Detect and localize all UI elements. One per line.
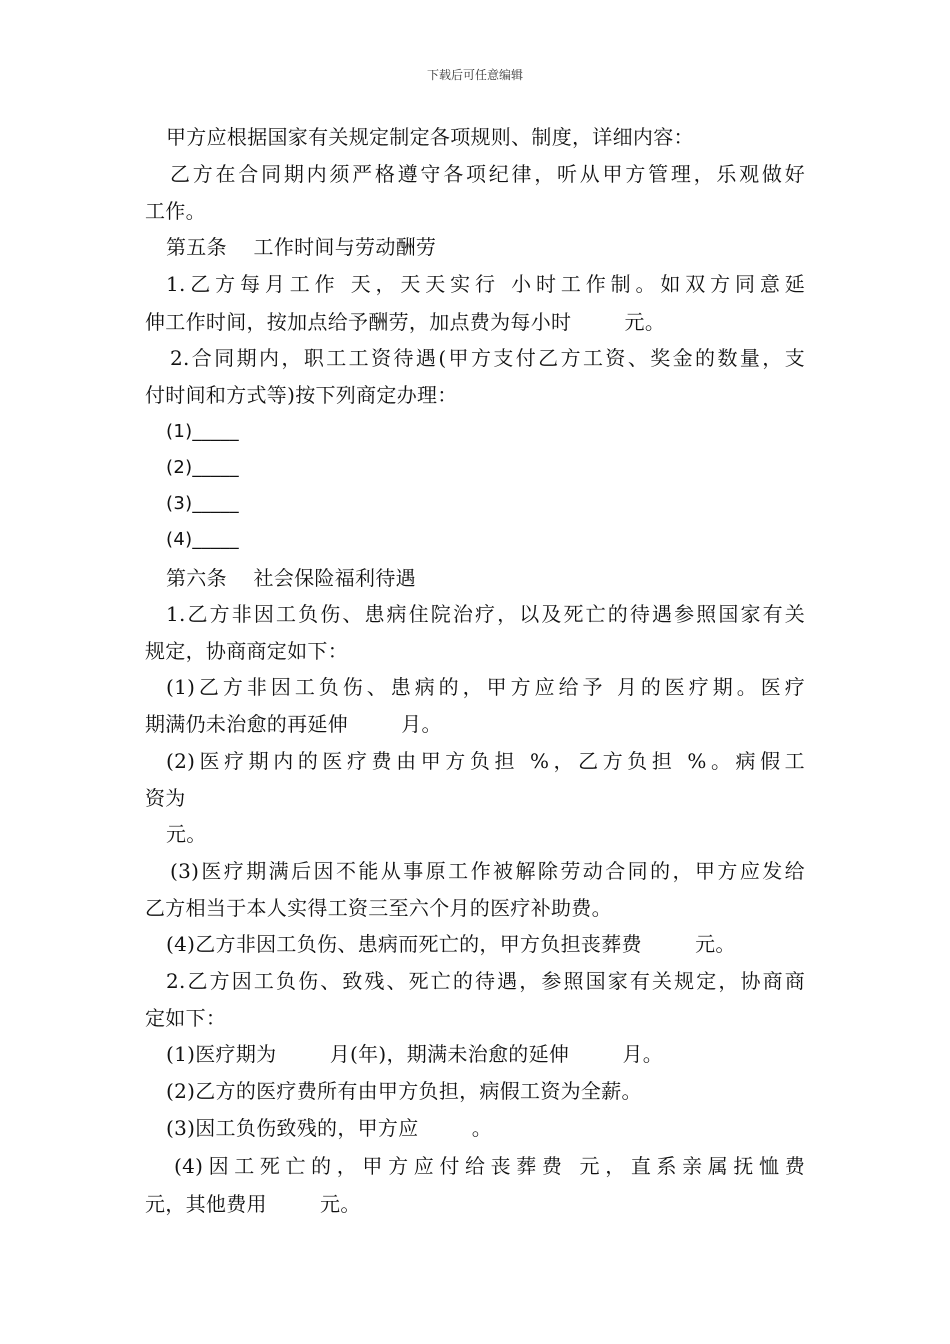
text-line: 乙方相当于本人实得工资三至六个月的医疗补助费。 (145, 896, 612, 920)
page-header: 下载后可任意编辑 (426, 68, 523, 82)
text-line: 定如下： (145, 1006, 227, 1030)
text-line: 2.乙方因工负伤、致残、死亡的待遇，参照国家有关规定，协商商 (166, 969, 805, 993)
text-line: 期满仍未治愈的再延伸 月。 (145, 712, 442, 736)
text-line: 乙方在合同期内须严格遵守各项纪律，听从甲方管理，乐观做好 (170, 162, 805, 186)
text-line: 2.合同期内，职工工资待遇(甲方支付乙方工资、奖金的数量，支 (170, 346, 805, 370)
list-item: (1)_____ (166, 421, 239, 442)
text-line: 资为 (145, 786, 186, 810)
text-line: (2)医疗期内的医疗费由甲方负担 %，乙方负担 %。病假工 (166, 749, 805, 773)
text-line: (2)乙方的医疗费所有由甲方负担，病假工资为全薪。 (166, 1079, 642, 1103)
text-line: (4)因工死亡的，甲方应付给丧葬费 元，直系亲属抚恤费 (174, 1154, 805, 1178)
text-line: 伸工作时间，按加点给予酬劳，加点费为每小时 元。 (145, 310, 666, 334)
text-line: (1)医疗期为 月(年)，期满未治愈的延伸 月。 (166, 1042, 664, 1066)
text-line: 1.乙方非因工负伤、患病住院治疗，以及死亡的待遇参照国家有关 (166, 602, 805, 626)
list-item: (2)_____ (166, 457, 239, 478)
text-line: (3)医疗期满后因不能从事原工作被解除劳动合同的，甲方应发给 (170, 859, 805, 883)
text-line: 工作。 (145, 199, 206, 223)
section-heading: 第六条 社会保险福利待遇 (166, 566, 416, 590)
text-line: (4)乙方非因工负伤、患病而死亡的，甲方负担丧葬费 元。 (166, 932, 736, 956)
section-heading: 第五条 工作时间与劳动酬劳 (166, 235, 437, 259)
text-line: (3)因工负伤致残的，甲方应 。 (166, 1116, 493, 1140)
text-line: 1.乙方每月工作 天，天天实行 小时工作制。如双方同意延 (166, 272, 805, 296)
text-line: 规定，协商商定如下： (145, 639, 348, 663)
text-line: 甲方应根据国家有关规定制定各项规则、制度，详细内容： (166, 125, 694, 149)
list-item: (3)_____ (166, 493, 239, 514)
text-line: 付时间和方式等)按下列商定办理： (145, 383, 458, 407)
text-line: (1)乙方非因工负伤、患病的，甲方应给予 月的医疗期。医疗 (166, 675, 805, 699)
list-item: (4)_____ (166, 529, 239, 550)
text-line: 元。 (166, 822, 207, 846)
text-line: 元，其他费用 元。 (145, 1192, 361, 1216)
